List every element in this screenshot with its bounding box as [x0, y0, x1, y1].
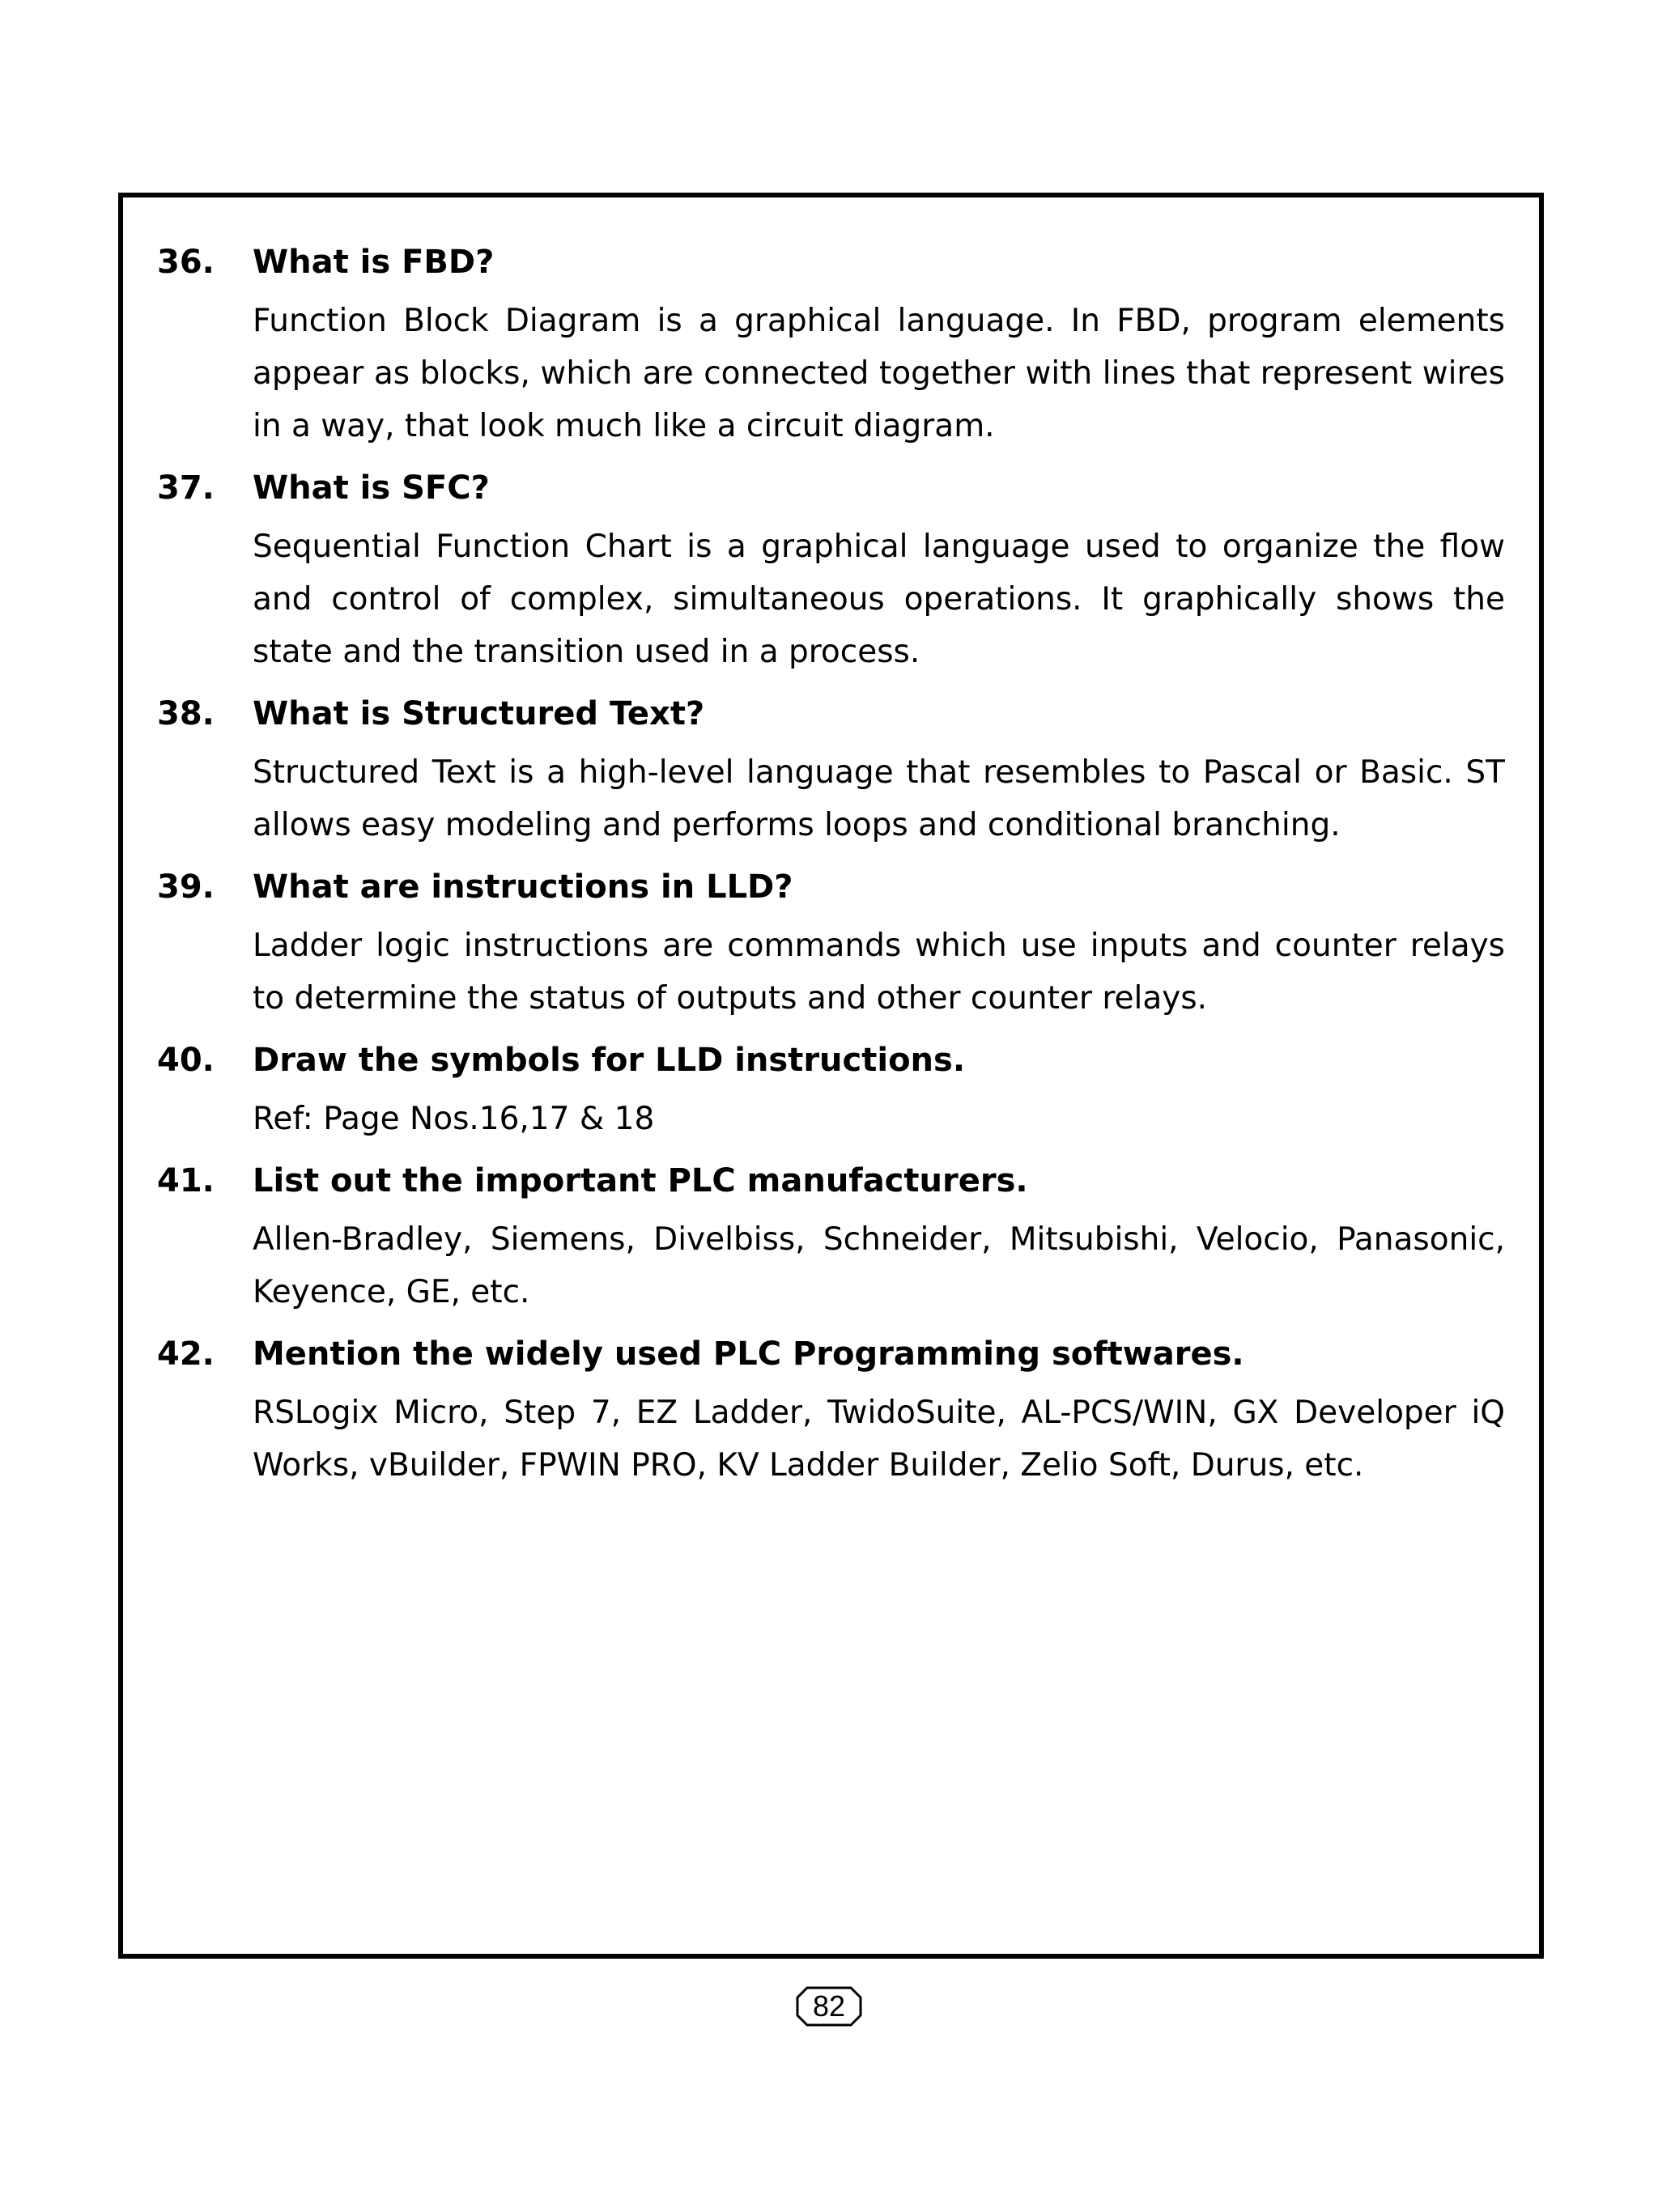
question-number: 41.: [157, 1162, 215, 1199]
question-number: 39.: [157, 868, 215, 906]
answer-text: Structured Text is a high-level language that resembles to Pascal or Basic. ST allows easy modeling and performs loops and conditional branching.: [253, 754, 1505, 843]
question-text: What are instructions in LLD?: [253, 868, 793, 906]
qa-item: [123, 233, 1539, 459]
answer-text: Function Block Diagram is a graphical language. In FBD, program elements appear as blocks, which are connected together with lines that represent wires in a way, that look much like a circuit diagram.: [253, 303, 1505, 444]
question-number: 36.: [157, 244, 215, 281]
question-text: What is Structured Text?: [253, 695, 705, 732]
answer-text: Allen-Bradley, Siemens, Divelbiss, Schneider, Mitsubishi, Velocio, Panasonic, Keyence, GE, etc.: [253, 1221, 1505, 1310]
qa-item: [123, 1031, 1539, 1152]
answer-text: Sequential Function Chart is a graphical language used to organize the flow and control of complex, simultaneous operations. It graphically shows the state and the transition used in a process.: [253, 529, 1505, 670]
question-number: 40.: [157, 1042, 215, 1079]
question-text: What is FBD?: [253, 244, 495, 281]
qa-item: [123, 459, 1539, 685]
question-text: Draw the symbols for LLD instructions.: [253, 1042, 966, 1079]
qa-item: [123, 685, 1539, 858]
qa-list: [123, 233, 1539, 1498]
question-number: 38.: [157, 695, 215, 732]
qa-item: [123, 1325, 1539, 1498]
question-text: Mention the widely used PLC Programming softwares.: [253, 1335, 1244, 1373]
question-row: [123, 685, 1539, 743]
page-number-badge: [796, 1986, 862, 2027]
question-text: What is SFC?: [253, 469, 490, 507]
question-row: [123, 1031, 1539, 1089]
answer-text: RSLogix Micro, Step 7, EZ Ladder, TwidoSuite, AL-PCS/WIN, GX Developer iQ Works, vBuilder, FPWIN PRO, KV Ladder Builder, Zelio Soft, Durus, etc.: [253, 1395, 1505, 1484]
question-number: 37.: [157, 469, 215, 507]
question-row: [123, 858, 1539, 916]
question-row: [123, 233, 1539, 291]
question-row: [123, 459, 1539, 517]
answer-text: Ladder logic instructions are commands which use inputs and counter relays to determine the status of outputs and other counter relays.: [253, 928, 1505, 1017]
content-frame: [118, 193, 1544, 1959]
question-text: List out the important PLC manufacturers.: [253, 1162, 1028, 1199]
page-number: 82: [812, 1989, 846, 2023]
question-row: [123, 1152, 1539, 1210]
question-row: [123, 1325, 1539, 1383]
qa-item: [123, 858, 1539, 1031]
answer-text: Ref: Page Nos.16,17 & 18: [253, 1101, 655, 1137]
question-number: 42.: [157, 1335, 215, 1373]
qa-item: [123, 1152, 1539, 1325]
